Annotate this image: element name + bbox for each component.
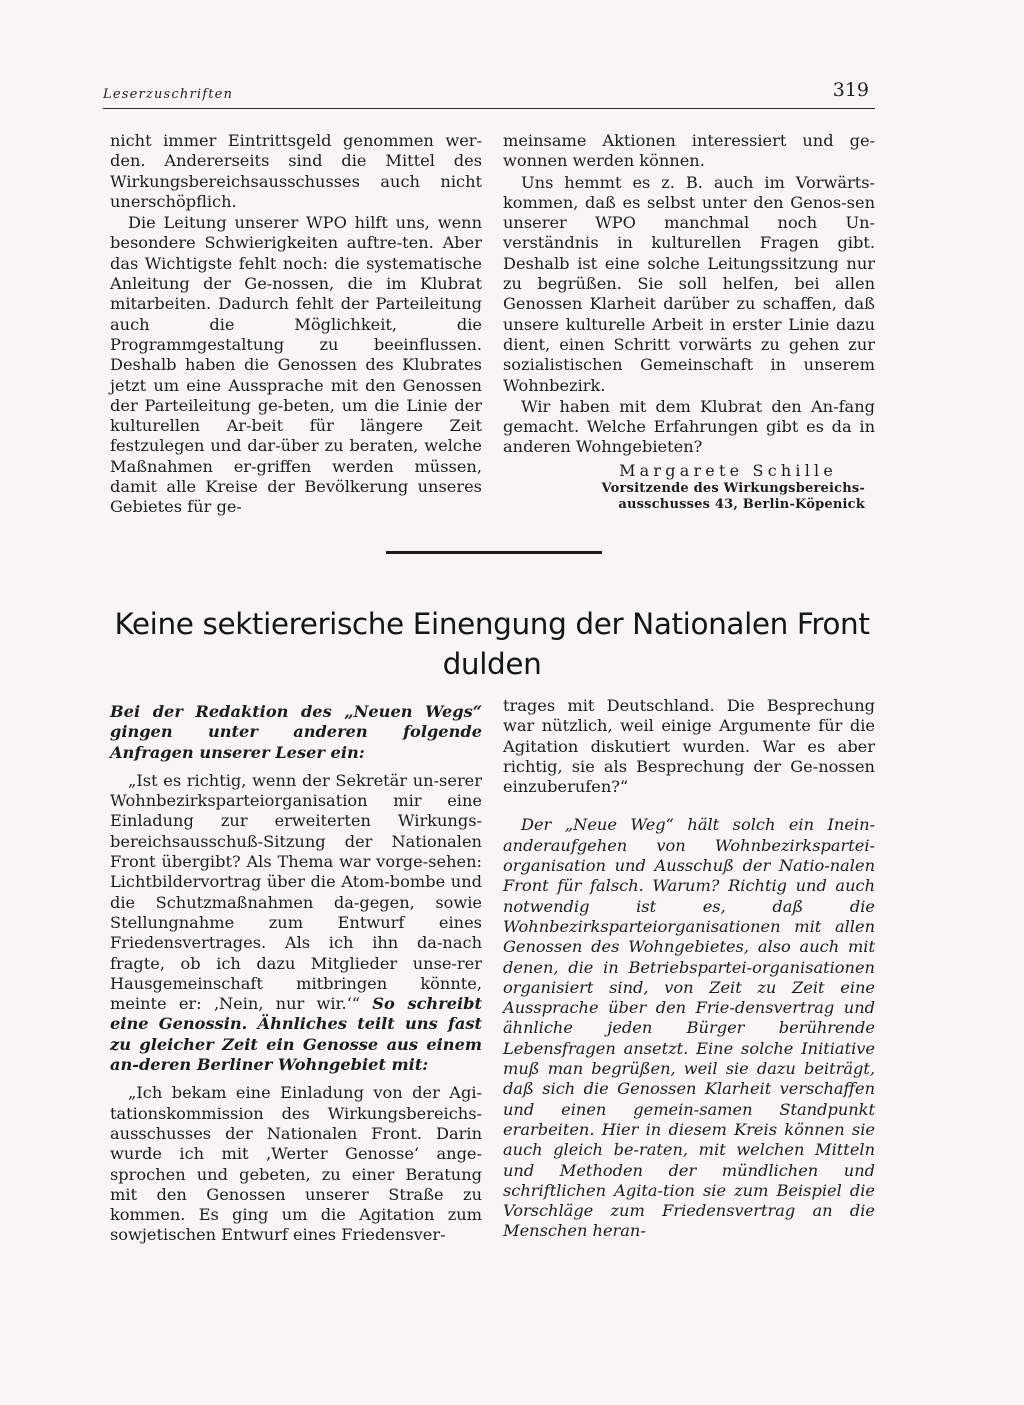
letter-paragraph: Wir haben mit dem Klubrat den An-fang gemacht. Welche Erfahrungen gibt es da in anderen Wohngebieten? <box>503 396 875 457</box>
article-right-column <box>503 696 875 1242</box>
article-left-column <box>110 702 482 1246</box>
letter-paragraph: nicht immer Eintrittsgeld genommen wer-den. Andererseits sind die Mittel des Wirkungsbereichsausschusses auch nicht unerschöpflich. <box>110 131 482 211</box>
section-divider <box>386 551 602 554</box>
question-text: „Ist es richtig, wenn der Sekretär un-serer Wohnbezirksparteiorganisation mir eine Einladung zur erweiterten Wirkungs-bereichsausschuß-Sitzung der Nationalen Front übergibt? Als Thema war vorge-sehen: Lichtbildervortrag über die Atom-bombe und die Schutzmaßnahmen da-gegen, sowie Stellungnahme zum Entwurf eines Friedensvertrages. Als ich ihn da-nach fragte, ob ich dazu Mitglieder unse-rer Hausgemeinschaft mitbringen könnte, meinte er: ‚Nein, nur wir.‘“ <box>110 770 482 1014</box>
section-label: Leserzuschriften <box>103 87 234 102</box>
letter-right-column <box>503 131 875 513</box>
article-headline: Keine sektiererische Einengung der Nationalen Front dulden <box>114 607 870 681</box>
page-number: 319 <box>832 79 869 101</box>
running-header <box>103 79 875 109</box>
letter-left-column <box>110 131 482 518</box>
article-intro: Bei der Redaktion des „Neuen Wegs“ gingen unter anderen folgende Anfragen unserer Leser ein: <box>110 702 482 762</box>
signature-name: Margarete Schille <box>619 460 837 480</box>
signature-role: ausschusses 43, Berlin-Köpenick <box>618 497 865 513</box>
editorial-remark: So schreibt eine Genossin. Ähnliches teilt uns fast zu gleicher Zeit ein Genosse aus einem an-deren Berliner Wohngebiet mit: <box>110 994 482 1075</box>
reader-question <box>110 771 482 1075</box>
letter-paragraph: meinsame Aktionen interessiert und ge-wonnen werden können. <box>503 131 875 171</box>
signature-role: Vorsitzende des Wirkungsbereichs- <box>601 481 865 497</box>
editorial-answer: Der „Neue Weg“ hält solch ein Inein-anderaufgehen von Wohnbezirkspartei-organisation und Ausschuß der Natio-nalen Front für falsch. Warum? Richtig und auch notwendig ist es, daß die Wohnbezirksparteiorganisationen mit allen Genossen des Wohngebietes, also auch mit denen, die in Betriebspartei-organisationen organisiert sind, von Zeit zu Zeit eine Aussprache über den Frie-densvertrag und ähnliche jeden Bürger berührende Lebensfragen ansetzt. Eine solche Initiative muß man begrüßen, weil sie dazu beiträgt, daß sich die Genossen Klarheit verschaffen und einen gemein-samen Standpunkt erarbeiten. Hier in diesem Kreis können sie auch gleich be-raten, mit welchen Mitteln und Methoden der mündlichen und schriftlichen Agita-tion sie zum Beispiel die Vorschläge zum Friedensvertrag an die Menschen heran- <box>503 815 875 1241</box>
reader-question-continued: trages mit Deutschland. Die Besprechung war nützlich, weil einige Argumente für die Agitation diskutiert wurden. War es aber richtig, sie als Besprechung der Ge-nossen einzuberufen?“ <box>503 696 875 797</box>
reader-question: „Ich bekam eine Einladung von der Agi-tationskommission des Wirkungsbereichs-ausschusses der Nationalen Front. Darin wurde ich mit ‚Werter Genosse‘ ange-sprochen und gebeten, zu einer Beratung mit den Genossen unserer Straße zu kommen. Es ging um die Agitation zum sowjetischen Entwurf eines Friedensver- <box>110 1083 482 1245</box>
letter-paragraph: Die Leitung unserer WPO hilft uns, wenn besondere Schwierigkeiten auftre-ten. Aber das Wichtigste fehlt noch: die systematische Anleitung der Ge-nossen, die im Klubrat mitarbeiten. Dadurch fehlt der Parteileitung auch die Möglichkeit, die Programmgestaltung zu beeinflussen. Deshalb haben die Genossen des Klubrates jetzt um eine Aussprache mit den Genossen der Parteileitung ge-beten, um die Linie der kulturellen Ar-beit für längere Zeit festzulegen und dar-über zu beraten, welche Maßnahmen er-griffen werden müssen, damit alle Kreise der Bevölkerung unseres Gebietes für ge- <box>110 213 482 517</box>
letter-paragraph: Uns hemmt es z. B. auch im Vorwärts-kommen, daß es selbst unter den Genos-sen unserer WPO manchmal noch Un-verständnis in kulturellen Fragen gibt. Deshalb ist eine solche Leitungssitzung nur zu begrüßen. Sie soll helfen, bei allen Genossen Klarheit darüber zu schaffen, daß unsere kulturelle Arbeit in erster Linie dazu dient, einen Schritt vorwärts zu gehen zur sozialistischen Gemeinschaft in unserem Wohnbezirk. <box>503 172 875 395</box>
